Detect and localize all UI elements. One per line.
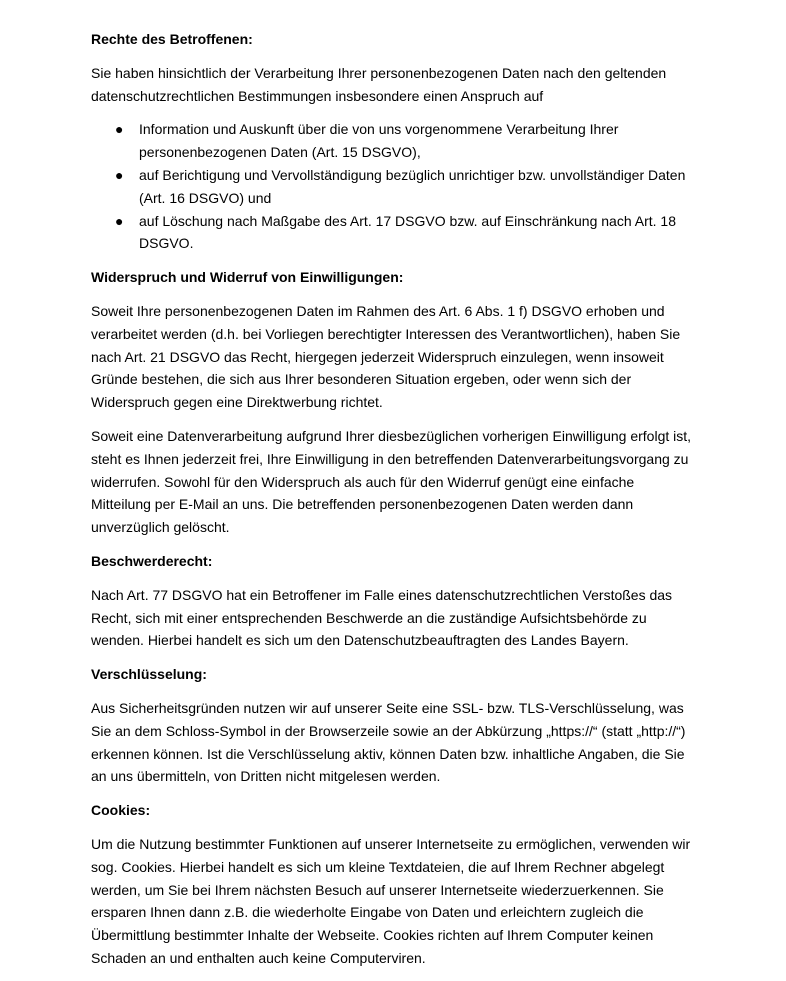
bullet-icon: ● xyxy=(115,166,124,183)
list-item-text: Information und Auskunft über die von uns vorgenommene Verarbeitung Ihrer personenbezogenen Daten (Art. 15 DSGVO), xyxy=(139,121,619,161)
paragraph: Soweit eine Datenverarbeitung aufgrund Ihrer diesbezüglichen vorherigen Einwilligung erfolgt ist, steht es Ihnen jederzeit frei, Ihre Einwilligung in den betreffenden Datenverarbeitungsvorgang zu widerrufen. Sowohl für den Widerspruch als auch für den Widerruf genügt eine einfache Mitteilung per E-Mail an uns. Die betreffenden personenbezogenen Daten werden dann unverzüglich gelöscht. xyxy=(91,427,692,536)
section-complaint xyxy=(91,550,696,652)
paragraph: Aus Sicherheitsgründen nutzen wir auf unserer Seite eine SSL- bzw. TLS-Verschlüsselung, was Sie an dem Schloss-Symbol in der Browserzeile sowie an der Abkürzung „https://“ (statt „http://“) erkennen können. Ist die Verschlüsselung aktiv, können Daten bzw. inhaltliche Angaben, die Sie an uns übermitteln, von Dritten nicht mitgelesen werden. xyxy=(91,699,686,785)
section-cookies xyxy=(91,799,696,970)
section-heading: Verschlüsselung: xyxy=(91,666,207,683)
bullet-icon: ● xyxy=(115,212,124,229)
list-item-text: auf Löschung nach Maßgabe des Art. 17 DSGVO bzw. auf Einschränkung nach Art. 18 DSGVO. xyxy=(139,212,676,252)
section-heading: Cookies: xyxy=(91,802,151,819)
paragraph: Sie haben hinsichtlich der Verarbeitung Ihrer personenbezogenen Daten nach den geltenden datenschutzrechtlichen Bestimmungen insbesondere einen Anspruch auf xyxy=(91,64,667,104)
section-heading: Rechte des Betroffenen: xyxy=(91,31,253,47)
rights-list xyxy=(91,118,696,255)
list-item xyxy=(115,118,696,164)
section-encryption xyxy=(91,663,696,788)
bullet-icon: ● xyxy=(115,121,124,138)
section-heading: Widerspruch und Widerruf von Einwilligungen: xyxy=(91,269,404,286)
paragraph: Um die Nutzung bestimmter Funktionen auf unserer Internetseite zu ermöglichen, verwenden wir sog. Cookies. Hierbei handelt es sich um kleine Textdateien, die auf Ihrem Rechner abgelegt werden, um Sie bei Ihrem nächsten Besuch auf unserer Internetseite wiederzuerkennen. Sie ersparen Ihnen dann z.B. die wiederholte Eingabe von Daten und erleichtern zugleich die Übermittlung bestimmter Inhalte der Webseite. Cookies richten auf Ihrem Computer keinen Schaden an und enthalten auch keine Computerviren. xyxy=(91,835,691,966)
list-item xyxy=(115,164,696,210)
section-objection xyxy=(91,266,696,539)
paragraph: Soweit Ihre personenbezogenen Daten im Rahmen des Art. 6 Abs. 1 f) DSGVO erhoben und verarbeitet werden (d.h. bei Vorliegen berechtigter Interessen des Verantwortlichen), haben Sie nach Art. 21 DSGVO das Recht, hiergegen jederzeit Widerspruch einzulegen, wenn insoweit Gründe bestehen, die sich aus Ihrer besonderen Situation ergeben, oder wenn sich der Widerspruch gegen eine Direktwerbung richtet. xyxy=(91,302,681,411)
list-item xyxy=(115,210,696,256)
list-item-text: auf Berichtigung und Vervollständigung bezüglich unrichtiger bzw. unvollständiger Daten (Art. 16 DSGVO) und xyxy=(139,166,686,206)
section-rights xyxy=(91,28,696,255)
paragraph: Nach Art. 77 DSGVO hat ein Betroffener im Falle eines datenschutzrechtlichen Verstoßes das Recht, sich mit einer entsprechenden Beschwerde an die zuständige Aufsichtsbehörde zu wenden. Hierbei handelt es sich um den Datenschutzbeauftragten des Landes Bayern. xyxy=(91,586,673,649)
section-heading: Beschwerderecht: xyxy=(91,552,213,569)
